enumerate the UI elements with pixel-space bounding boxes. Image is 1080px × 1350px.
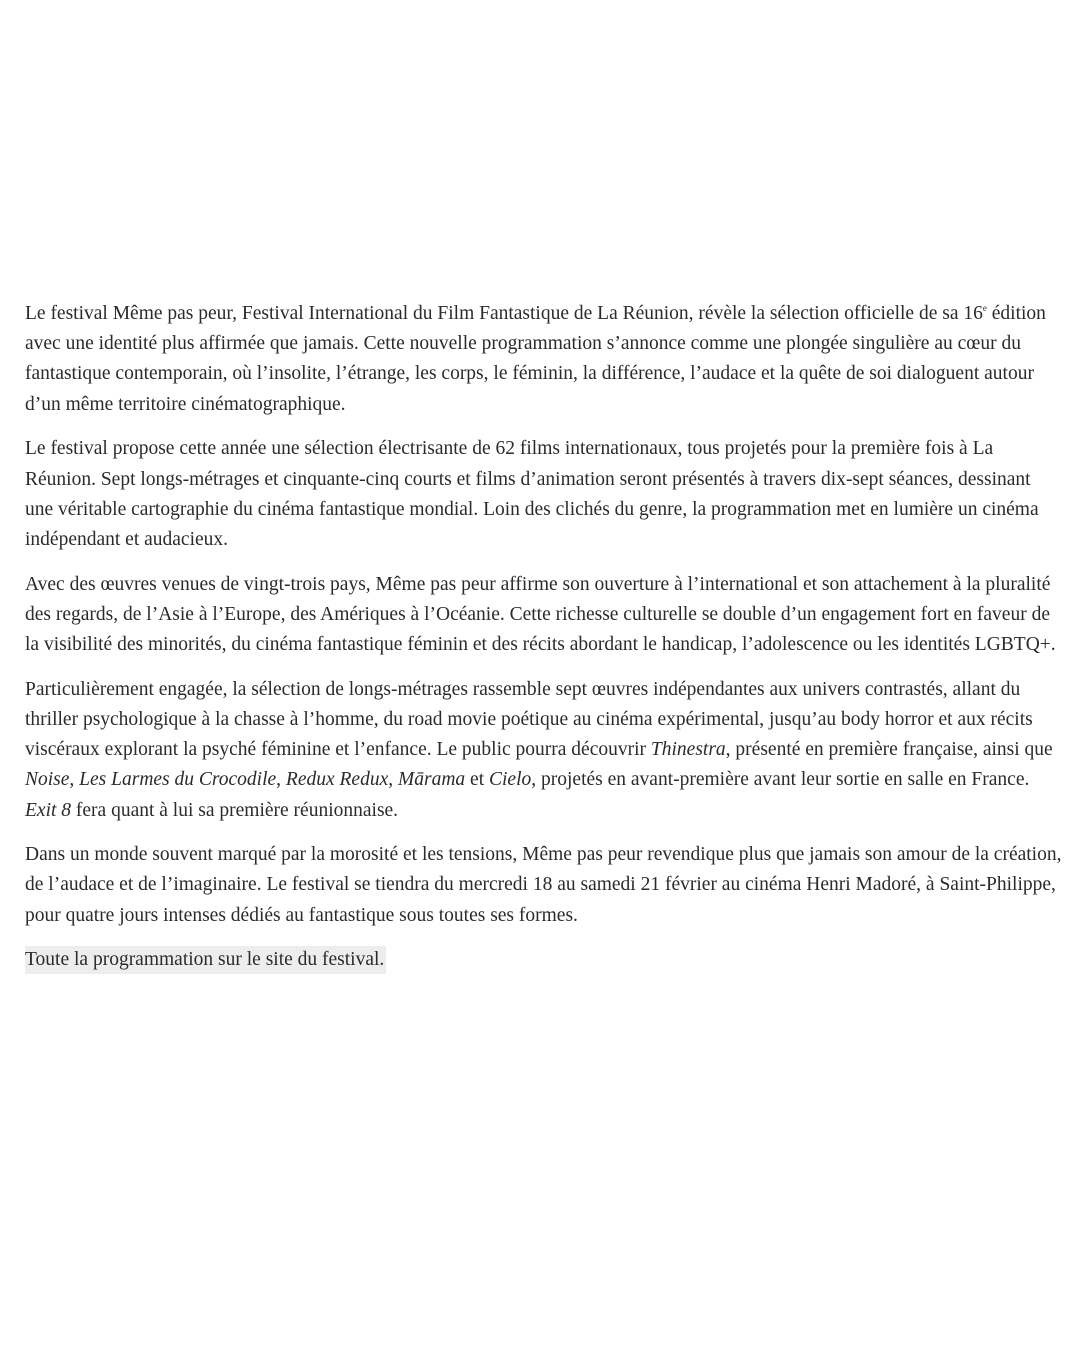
paragraph-text: fera quant à lui sa première réunionnaise. xyxy=(71,799,399,821)
paragraph-text: , xyxy=(69,769,80,791)
film-title: Thinestra xyxy=(650,739,726,761)
paragraph-text: Le festival Même pas peur, Festival International du Film Fantastique de La Réunion, révèle la sélection officielle de sa 16 xyxy=(25,303,983,324)
paragraph-text: et xyxy=(465,769,489,791)
article-body xyxy=(25,299,1063,976)
paragraph-dates: Dans un monde souvent marqué par la morosité et les tensions, Même pas peur revendique plus que jamais son amour de la création, de l’audace et de l’imaginaire. Le festival se tiendra du mercredi 18 au samedi 21 février au cinéma Henri Madoré, à Saint-Philippe, pour quatre jours intenses dédiés au fantastique sous toutes ses formes. xyxy=(25,844,1062,926)
paragraph-international: Avec des œuvres venues de vingt-trois pays, Même pas peur affirme son ouverture à l’international et son attachement à la pluralité des regards, de l’Asie à l’Europe, des Amériques à l’Océanie. Cette richesse culturelle se double d’un engagement fort en faveur de la visibilité des minorités, du cinéma fantastique féminin et des récits abordant le handicap, l’adolescence ou les identités LGBTQ+. xyxy=(25,573,1056,656)
film-title: Redux Redux xyxy=(285,769,389,791)
paragraph-text: édition avec une identité plus affirmée que jamais. Cette nouvelle programmation s’annonce comme une plongée singulière au cœur du fantastique contemporain, où l’insolite, l’étrange, les corps, le féminin, la différence, l’audace et la quête de soi dialoguent autour d’un même territoire cinématographique. xyxy=(25,303,1046,415)
paragraph-text: , présenté en première française, ainsi que xyxy=(725,739,1053,761)
festival-program-link[interactable]: Toute la programmation sur le site du festival. xyxy=(25,946,386,974)
film-title: Cielo xyxy=(489,769,532,791)
paragraph-link xyxy=(25,945,1063,975)
film-title: Noise xyxy=(25,769,70,791)
paragraph-text: Particulièrement engagée, la sélection de longs-métrages rassemble sept œuvres indépendantes aux univers contrastés, allant du thriller psychologique à la chasse à l’homme, du road movie poétique au cinéma expérimental, jusqu’au body horror et aux récits viscéraux explorant la psyché féminine et l’enfance. Le public pourra découvrir xyxy=(25,678,1033,761)
paragraph-intro xyxy=(25,299,1063,420)
film-title: Exit 8 xyxy=(25,799,72,821)
paragraph-selection: Le festival propose cette année une sélection électrisante de 62 films internationaux, tous projetés pour la première fois à La Réunion. Sept longs-métrages et cinquante-cinq courts et films d’animation seront présentés à travers dix-sept séances, dessinant une véritable cartographie du cinéma fantastique mondial. Loin des clichés du genre, la programmation met en lumière un cinéma indépendant et audacieux. xyxy=(25,438,1039,550)
paragraph-feature-films xyxy=(25,675,1063,826)
paragraph-text: , xyxy=(276,769,286,791)
paragraph-text: , xyxy=(388,769,398,791)
film-title: Mārama xyxy=(398,769,466,791)
ordinal-superscript: e xyxy=(982,303,987,313)
film-title: Les Larmes du Crocodile xyxy=(79,769,277,791)
paragraph-text: , projetés en avant-première avant leur sortie en salle en France. xyxy=(531,769,1030,791)
